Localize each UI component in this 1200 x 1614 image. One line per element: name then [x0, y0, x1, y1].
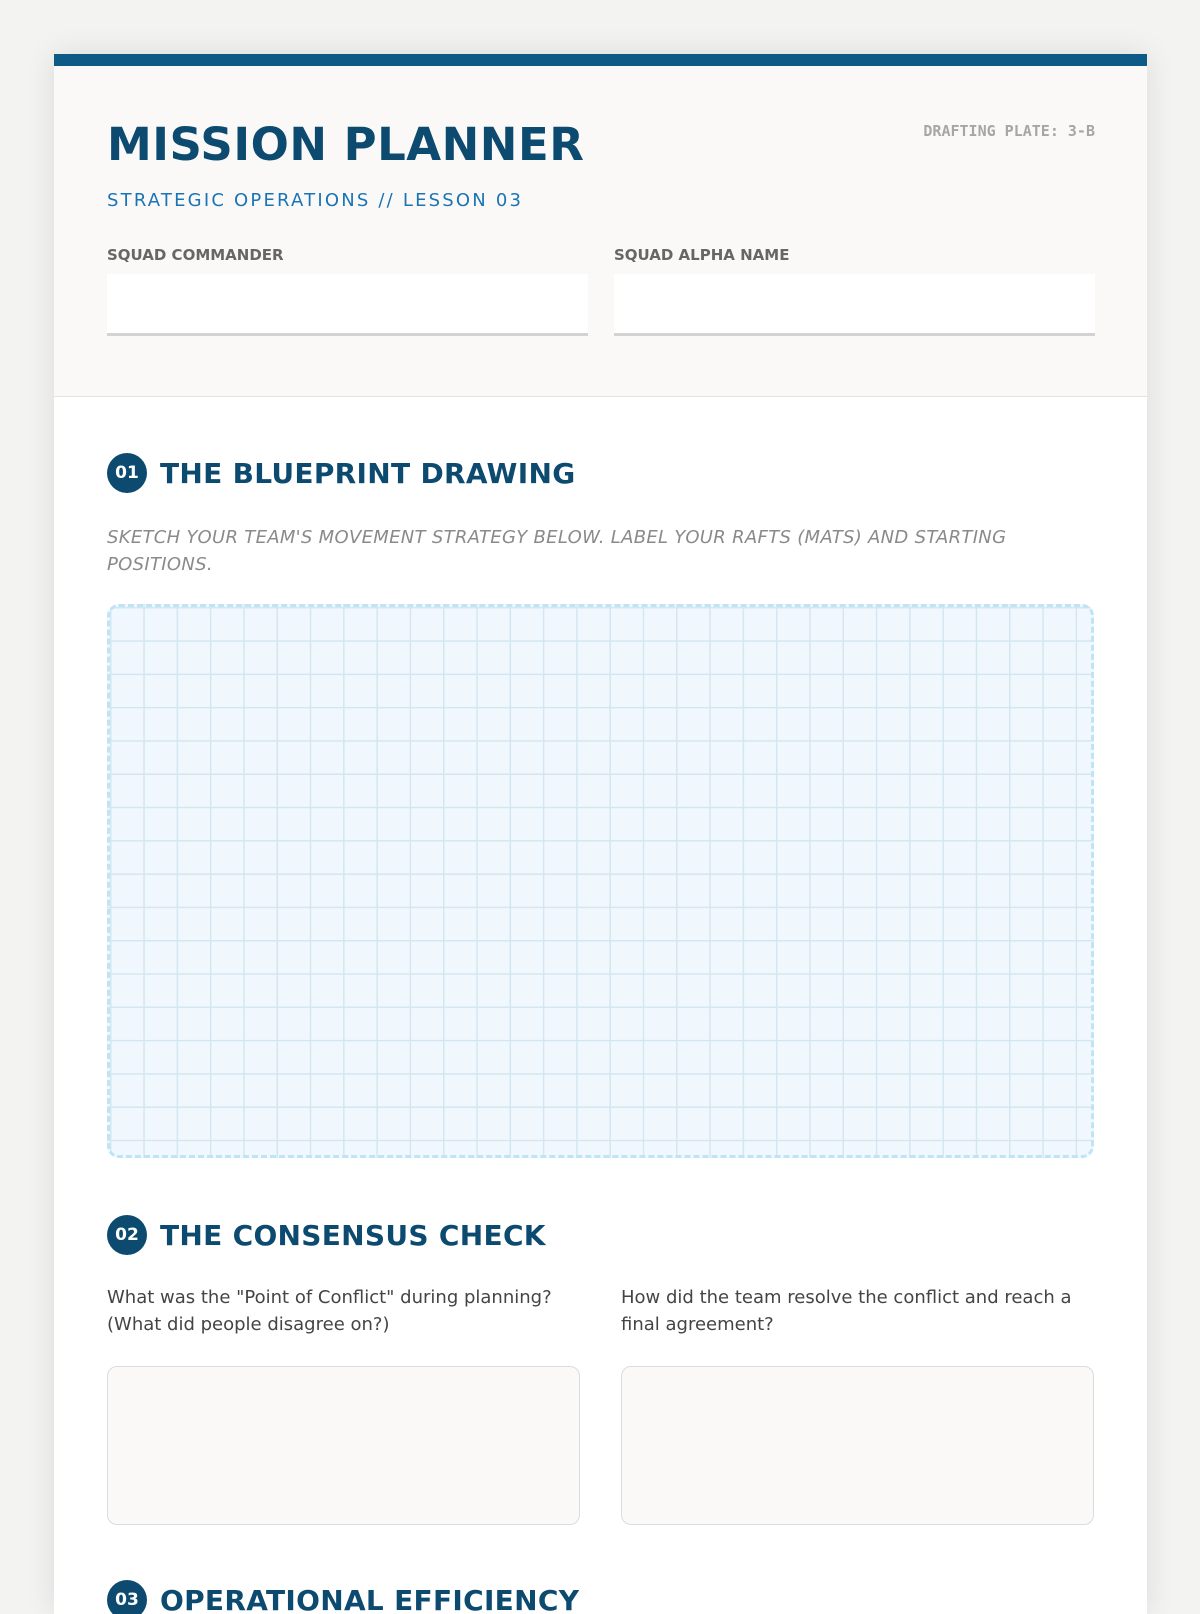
page-subtitle: STRATEGIC OPERATIONS // LESSON 03 [107, 190, 523, 211]
page-title: MISSION PLANNER [107, 120, 584, 170]
squad-alpha-name-group [614, 246, 1095, 336]
resolution-question: How did the team resolve the conflict and reach a final agreement? [621, 1284, 1091, 1338]
section-number-badge: 01 [107, 453, 147, 493]
squad-commander-group [107, 246, 588, 336]
squad-alpha-name-input[interactable] [614, 274, 1095, 336]
drafting-plate-label: DRAFTING PLATE: 3-B [923, 122, 1095, 140]
worksheet-page [54, 54, 1147, 1614]
point-of-conflict-answer[interactable] [107, 1366, 580, 1525]
section-consensus-heading [107, 1215, 546, 1255]
blueprint-drawing-grid[interactable] [107, 604, 1094, 1158]
squad-alpha-name-label: SQUAD ALPHA NAME [614, 246, 1095, 264]
section-number-badge: 02 [107, 1215, 147, 1255]
section-number-badge: 03 [107, 1580, 147, 1614]
squad-commander-input[interactable] [107, 274, 588, 336]
blueprint-instructions: SKETCH YOUR TEAM'S MOVEMENT STRATEGY BELOW. LABEL YOUR RAFTS (MATS) AND STARTING POSITIONS. [107, 524, 1047, 578]
section-title: THE BLUEPRINT DRAWING [160, 457, 575, 490]
point-of-conflict-question: What was the "Point of Conflict" during planning? (What did people disagree on?) [107, 1284, 577, 1338]
section-blueprint-heading [107, 453, 575, 493]
worksheet-header [54, 66, 1147, 397]
top-accent-bar [54, 54, 1147, 66]
resolution-answer[interactable] [621, 1366, 1094, 1525]
section-title: OPERATIONAL EFFICIENCY [160, 1584, 579, 1614]
squad-commander-label: SQUAD COMMANDER [107, 246, 588, 264]
section-efficiency-heading [107, 1580, 579, 1614]
section-title: THE CONSENSUS CHECK [160, 1219, 546, 1252]
